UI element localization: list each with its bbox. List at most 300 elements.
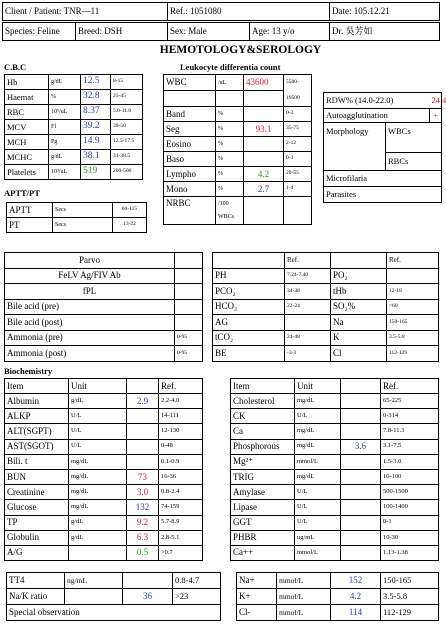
- test-ref: 2-12: [284, 137, 312, 152]
- test-value: [341, 454, 381, 469]
- test-ref: 74-159: [159, 500, 203, 515]
- doctor-field: Dr. 吳芳如: [330, 23, 440, 41]
- test-name: Ammonia (pre): [5, 330, 175, 346]
- header-unit: Unit: [295, 379, 341, 394]
- test-value: 36: [123, 589, 173, 605]
- test-unit: /100: [216, 197, 244, 211]
- sex-field: Sex: Male: [168, 23, 250, 41]
- test-ref: -3-3: [285, 346, 331, 362]
- test-ref: 150-165: [387, 315, 439, 331]
- serology-row: [5, 299, 203, 315]
- bloodgas-table: [212, 252, 439, 362]
- tt4-row: [7, 573, 221, 589]
- spacer: [127, 379, 159, 394]
- bloodgas-row: [213, 268, 439, 284]
- serology-row: [5, 268, 203, 284]
- test-name: TP: [5, 515, 69, 530]
- test-value: 14.9: [81, 135, 111, 150]
- bloodgas-row: [213, 346, 439, 362]
- test-ref: 0.8-2.4: [159, 485, 203, 500]
- test-unit: mmol/L: [295, 545, 341, 560]
- cbc-row: [5, 90, 143, 105]
- test-name: Na: [331, 315, 387, 331]
- test-ref: 5.7-8.9: [159, 515, 203, 530]
- test-ref: 0-95: [175, 330, 203, 346]
- serology-row: [5, 330, 203, 346]
- test-value: [341, 530, 381, 545]
- test-ref: 0-314: [381, 409, 439, 424]
- test-unit: %: [216, 107, 244, 122]
- biochem-right-table: [230, 378, 439, 561]
- test-ref: 0-3: [284, 107, 312, 122]
- morphology-label: Morphology: [324, 123, 386, 171]
- test-ref: 150-165: [381, 573, 439, 589]
- test-name: tHb: [331, 284, 387, 300]
- test-value: [127, 454, 159, 469]
- test-ref: [175, 284, 203, 300]
- test-value: [341, 394, 381, 409]
- electrolytes-table: [236, 572, 439, 621]
- test-name: GGT: [231, 515, 295, 530]
- header-item: Item: [231, 379, 295, 394]
- header-ref: Ref.: [381, 379, 439, 394]
- test-ref: 5500-: [284, 75, 312, 91]
- test-value: [244, 137, 284, 152]
- electrolyte-row: [237, 573, 439, 589]
- biochem-row: [231, 424, 439, 439]
- biochem-row: [231, 394, 439, 409]
- biochem-row: [231, 515, 439, 530]
- test-ref: 0.1-0.9: [159, 454, 203, 469]
- biochem-row: [5, 530, 203, 545]
- biochem-header: [5, 379, 203, 394]
- test-ref: 3.1-7.5: [381, 439, 439, 454]
- test-name: Ammonia (post): [5, 346, 175, 362]
- test-unit: mg/dL: [295, 424, 341, 439]
- test-name: MCV: [5, 120, 49, 135]
- test-unit: g/dL: [49, 75, 81, 90]
- morphology-wbcs: WBCs: [386, 123, 442, 153]
- bloodgas-header: [213, 253, 439, 269]
- test-ref: 60-115: [113, 203, 147, 218]
- test-name: PO₂: [331, 268, 387, 284]
- test-ref: [175, 299, 203, 315]
- leuko-row: [164, 211, 312, 225]
- test-unit: mmol/L: [277, 589, 331, 605]
- test-unit: mg/dL: [295, 439, 341, 454]
- leuko-row: [164, 197, 312, 211]
- test-ref: 0.8-4.7: [173, 573, 221, 589]
- ref-header: Ref.: [387, 253, 439, 269]
- test-unit: WBCs: [216, 211, 244, 225]
- test-name: TRIG: [231, 469, 295, 484]
- test-value: 38.1: [81, 150, 111, 165]
- test-ref: <60: [387, 299, 439, 315]
- test-ref: 7.8-11.3: [381, 424, 439, 439]
- test-unit: mg/dL: [295, 469, 341, 484]
- test-unit: %: [49, 90, 81, 105]
- spacer: [164, 211, 216, 225]
- test-ref: [387, 268, 439, 284]
- test-name: Haemat: [5, 90, 49, 105]
- test-unit: [65, 589, 123, 605]
- test-ref: 24-48: [285, 330, 331, 346]
- test-value: 152: [331, 573, 381, 589]
- test-unit: %: [216, 122, 244, 137]
- breed-field: Breed: DSH: [76, 23, 168, 41]
- test-unit: Pg: [49, 135, 81, 150]
- test-unit: 10⁶/uL: [49, 105, 81, 120]
- leuko-row: [164, 107, 312, 122]
- biochem-row: [5, 454, 203, 469]
- test-ref: 35-75: [284, 122, 312, 137]
- ref-field: Ref.: 1051080: [168, 3, 330, 21]
- test-value: 93.1: [244, 122, 284, 137]
- test-name: WBC: [164, 75, 216, 91]
- test-name: Lympho: [164, 167, 216, 182]
- test-name: TT4: [7, 573, 65, 589]
- test-unit: %: [216, 167, 244, 182]
- test-name: ALT(SGPT): [5, 424, 69, 439]
- test-unit: U/L: [295, 500, 341, 515]
- test-unit: U/L: [295, 515, 341, 530]
- morphology-rbcs: RBCs: [386, 153, 442, 171]
- test-ref: 12-18: [387, 284, 439, 300]
- test-unit: U/L: [69, 409, 127, 424]
- test-ref: 200-500: [111, 165, 143, 180]
- test-value: 4.2: [331, 589, 381, 605]
- biochem-row: [231, 439, 439, 454]
- serology-row: [5, 284, 203, 300]
- test-value: 3.6: [341, 439, 381, 454]
- spacer: [164, 91, 216, 107]
- test-name: APTT: [7, 203, 53, 218]
- test-name: Mg²⁺: [231, 454, 295, 469]
- test-ref: 0-48: [159, 439, 203, 454]
- test-name: BUN: [5, 469, 69, 484]
- test-ref: 1-4: [284, 182, 312, 197]
- leuko-row: [164, 122, 312, 137]
- serology-row: [5, 346, 203, 362]
- leuko-row: [164, 182, 312, 197]
- test-unit: mmol/L: [295, 454, 341, 469]
- test-unit: g/dL: [69, 394, 127, 409]
- parasites-label: Parasites: [324, 187, 442, 203]
- test-unit: mmol/L: [277, 573, 331, 589]
- test-name: Seg: [164, 122, 216, 137]
- autoagglutination-value: +: [430, 109, 442, 123]
- test-name: NRBC: [164, 197, 216, 211]
- test-value: 114: [331, 605, 381, 621]
- cbc-row: [5, 105, 143, 120]
- rdw-value: 24.4: [430, 93, 442, 109]
- leuko-heading: Leukocyte differentia count: [180, 62, 281, 72]
- test-name: Bili. t: [5, 454, 69, 469]
- test-name: Platelets: [5, 165, 49, 180]
- spacer: [341, 379, 381, 394]
- spacer: [284, 197, 312, 211]
- test-ref: [175, 253, 203, 269]
- bloodgas-row: [213, 284, 439, 300]
- leuko-row: [164, 137, 312, 152]
- test-value: [341, 515, 381, 530]
- test-name: PH: [213, 268, 285, 284]
- test-value: [127, 409, 159, 424]
- test-name: Cl-: [237, 605, 277, 621]
- test-name: Phosphorous: [231, 439, 295, 454]
- test-name: MCH: [5, 135, 49, 150]
- biochem-row: [5, 485, 203, 500]
- test-ref: >0.7: [159, 545, 203, 560]
- test-ref: 3.5-5.8: [381, 589, 439, 605]
- cbc-table: [4, 74, 143, 180]
- test-unit: Fl: [49, 120, 81, 135]
- test-unit: g/dL: [49, 150, 81, 165]
- test-ref: 7.24-7.40: [285, 268, 331, 284]
- bloodgas-row: [213, 299, 439, 315]
- test-value: [341, 545, 381, 560]
- bloodgas-row: [213, 330, 439, 346]
- aptt-heading: APTT/PT: [4, 188, 40, 198]
- test-value: [341, 500, 381, 515]
- test-name: PCO₂: [213, 284, 285, 300]
- test-name: Lipase: [231, 500, 295, 515]
- test-unit: 10³/uL: [49, 165, 81, 180]
- test-unit: mg/dL: [69, 469, 127, 484]
- patient-header: [2, 2, 440, 21]
- test-ref: 3.5-5.8: [387, 330, 439, 346]
- biochem-header: [231, 379, 439, 394]
- test-name: Glucose: [5, 500, 69, 515]
- test-value: [127, 439, 159, 454]
- test-unit: mg/dL: [69, 485, 127, 500]
- biochem-heading: Biochemistry: [4, 366, 53, 376]
- test-ref: 20-55: [284, 167, 312, 182]
- test-ref: 100-1400: [381, 500, 439, 515]
- test-unit: mg/dL: [69, 454, 127, 469]
- microfilaria-label: Microfilaria: [324, 171, 442, 187]
- test-name: Creatinine: [5, 485, 69, 500]
- test-name: RBC: [5, 105, 49, 120]
- test-ref: 0-3: [284, 152, 312, 167]
- test-ref: 500-1500: [381, 485, 439, 500]
- test-unit: ug/mL: [295, 530, 341, 545]
- test-value: 4.2: [244, 167, 284, 182]
- cbc-row: [5, 150, 143, 165]
- tt4-table: [6, 572, 221, 621]
- test-value: [244, 152, 284, 167]
- serology-table: [4, 252, 203, 362]
- test-unit: U/L: [69, 424, 127, 439]
- date-field: Date: 105.12.21: [330, 3, 440, 21]
- biochem-row: [231, 485, 439, 500]
- serology-row: [5, 315, 203, 331]
- test-ref: 65-225: [381, 394, 439, 409]
- test-value: 6.3: [127, 530, 159, 545]
- header-unit: Unit: [69, 379, 127, 394]
- test-name: HCO₃: [213, 299, 285, 315]
- age-field: Age: 13 y/o: [250, 23, 330, 41]
- test-ref: 12.5-17.5: [111, 135, 143, 150]
- test-ref: 112-129: [381, 605, 439, 621]
- test-ref: 22-24: [285, 299, 331, 315]
- bloodgas-row: [213, 315, 439, 331]
- test-name: Cholesterol: [231, 394, 295, 409]
- test-name: PHBR: [231, 530, 295, 545]
- autoagglutination-label: Autoagglutination: [324, 109, 430, 123]
- test-name: Mono: [164, 182, 216, 197]
- test-name: Cl: [331, 346, 387, 362]
- test-name: ALKP: [5, 409, 69, 424]
- biochem-row: [5, 409, 203, 424]
- test-name: FeLV Ag/FIV Ab: [5, 268, 175, 284]
- test-name: BE: [213, 346, 285, 362]
- leuko-row: [164, 91, 312, 107]
- test-unit: ng/mL: [65, 573, 123, 589]
- test-name: tCO₂: [213, 330, 285, 346]
- test-name: Amylase: [231, 485, 295, 500]
- test-name: Bile acid (pre): [5, 299, 175, 315]
- cbc-row: [5, 135, 143, 150]
- test-unit: U/L: [295, 409, 341, 424]
- ref-header: Ref.: [285, 253, 331, 269]
- test-ref: [175, 315, 203, 331]
- leuko-row: [164, 152, 312, 167]
- special-observation: Special observation: [7, 605, 221, 621]
- test-unit: g/dL: [69, 515, 127, 530]
- test-value: 32.8: [81, 90, 111, 105]
- test-unit: %: [216, 152, 244, 167]
- biochem-row: [5, 394, 203, 409]
- rdw-label: RDW% (14.0-22.0): [324, 93, 430, 109]
- biochem-left-table: [4, 378, 203, 561]
- test-value: [341, 424, 381, 439]
- test-ref: 39-50: [111, 120, 143, 135]
- biochem-row: [231, 530, 439, 545]
- biochem-row: [231, 454, 439, 469]
- leuko-table: [163, 74, 312, 225]
- biochem-row: [231, 545, 439, 560]
- test-ref: 19500: [284, 91, 312, 107]
- test-value: 0.5: [127, 545, 159, 560]
- test-unit: [69, 545, 127, 560]
- test-unit: mmol/L: [277, 605, 331, 621]
- test-value: 132: [127, 500, 159, 515]
- aptt-row: [7, 203, 147, 218]
- test-ref: 34-38: [285, 284, 331, 300]
- cbc-row: [5, 75, 143, 90]
- spacer: [244, 197, 284, 211]
- test-ref: [175, 268, 203, 284]
- spacer: [216, 91, 244, 107]
- biochem-row: [5, 424, 203, 439]
- biochem-row: [5, 545, 203, 560]
- spacer: [244, 91, 284, 107]
- test-name: K+: [237, 589, 277, 605]
- test-unit: %: [216, 182, 244, 197]
- test-name: Albumin: [5, 394, 69, 409]
- spacer: [213, 253, 285, 269]
- serology-row: [5, 253, 203, 269]
- test-unit: mg/dL: [295, 394, 341, 409]
- spacer: [244, 211, 284, 225]
- biochem-row: [5, 469, 203, 484]
- test-name: CK: [231, 409, 295, 424]
- biochem-row: [5, 515, 203, 530]
- test-name: AST(SGOT): [5, 439, 69, 454]
- test-unit: U/L: [69, 439, 127, 454]
- client-field: Client / Patient: TNR—11: [3, 3, 168, 21]
- cbc-row: [5, 165, 143, 180]
- test-value: 12.5: [81, 75, 111, 90]
- test-unit: mg/dL: [69, 500, 127, 515]
- leuko-row: [164, 167, 312, 182]
- test-value: 9.2: [127, 515, 159, 530]
- header-ref: Ref.: [159, 379, 203, 394]
- patient-info: [2, 22, 440, 41]
- test-ref: [285, 315, 331, 331]
- test-ref: 13-22: [113, 218, 147, 233]
- test-ref: 2.8-5.1: [159, 530, 203, 545]
- test-name: SO₂%: [331, 299, 387, 315]
- test-ref: 112-129: [387, 346, 439, 362]
- test-unit: %: [216, 137, 244, 152]
- test-name: Eosino: [164, 137, 216, 152]
- test-name: A/G: [5, 545, 69, 560]
- test-name: K: [331, 330, 387, 346]
- header-item: Item: [5, 379, 69, 394]
- test-value: [341, 409, 381, 424]
- biochem-row: [5, 439, 203, 454]
- test-name: Baso: [164, 152, 216, 167]
- test-ref: 1.13-1.38: [381, 545, 439, 560]
- test-value: [341, 469, 381, 484]
- test-ref: 0-95: [175, 346, 203, 362]
- test-unit: U/L: [295, 485, 341, 500]
- test-name: Ca: [231, 424, 295, 439]
- test-value: 39.2: [81, 120, 111, 135]
- test-ref: 16-36: [159, 469, 203, 484]
- test-value: [123, 573, 173, 589]
- test-unit: Secs: [53, 218, 113, 233]
- test-value: [127, 424, 159, 439]
- test-value: 2.7: [244, 182, 284, 197]
- test-name: Band: [164, 107, 216, 122]
- cbc-heading: C.B.C: [4, 62, 27, 72]
- aptt-row: [7, 218, 147, 233]
- test-value: 73: [127, 469, 159, 484]
- test-name: Hb: [5, 75, 49, 90]
- rdw-table: [323, 92, 446, 203]
- test-ref: 10-100: [381, 469, 439, 484]
- test-name: Parvo: [5, 253, 175, 269]
- test-name: Na+: [237, 573, 277, 589]
- test-ref: 10-30: [381, 530, 439, 545]
- test-name: PT: [7, 218, 53, 233]
- test-value: 2.9: [127, 394, 159, 409]
- biochem-row: [231, 409, 439, 424]
- test-unit: /uL: [216, 75, 244, 91]
- test-ref: 12-130: [159, 424, 203, 439]
- test-ref: 8-15: [111, 75, 143, 90]
- test-name: Ca++: [231, 545, 295, 560]
- test-value: 8.37: [81, 105, 111, 120]
- test-unit: g/dL: [69, 530, 127, 545]
- test-value: [244, 107, 284, 122]
- test-name: Na/K ratio: [7, 589, 65, 605]
- spacer: [331, 253, 387, 269]
- cbc-row: [5, 120, 143, 135]
